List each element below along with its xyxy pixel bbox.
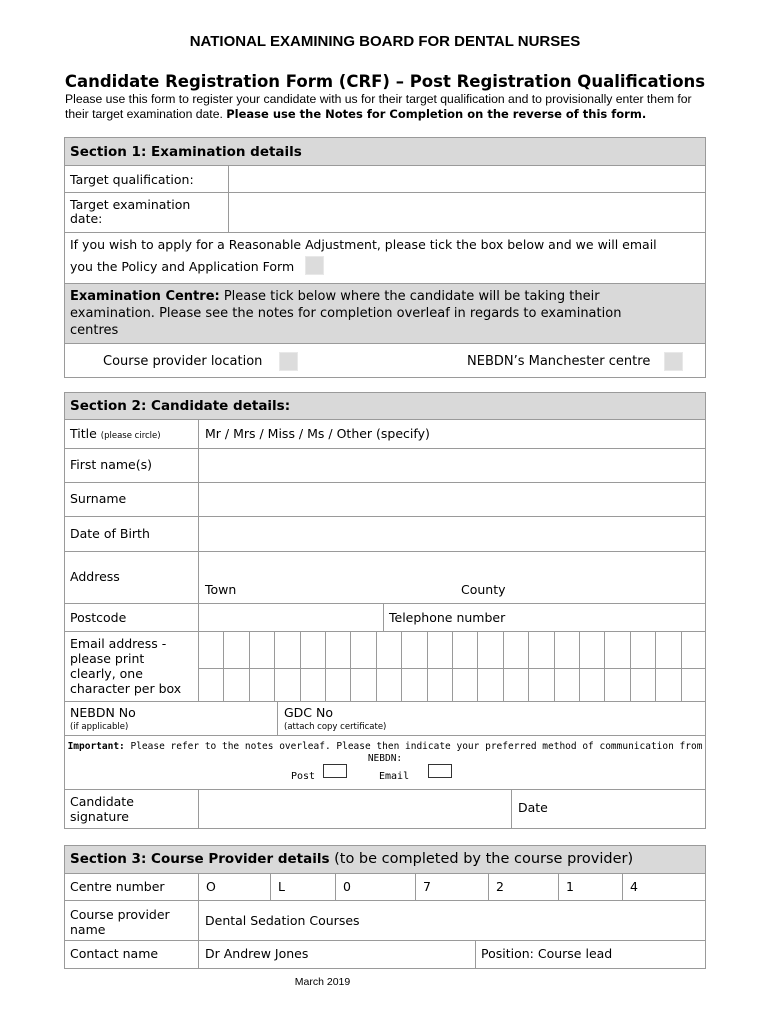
dob-label: Date of Birth [70, 526, 150, 541]
signature-label: Candidate signature [70, 794, 134, 824]
email-char-box[interactable] [554, 632, 579, 668]
surname-label: Surname [70, 491, 127, 506]
course-provider-checkbox[interactable] [279, 352, 298, 371]
email-char-box[interactable] [325, 632, 350, 668]
intro-bold: Please use the Notes for Completion on the reverse of this form. [226, 106, 647, 121]
email-char-box[interactable] [223, 632, 248, 668]
email-char-box[interactable] [249, 669, 274, 701]
email-char-box[interactable] [198, 669, 223, 701]
address-field[interactable] [199, 552, 705, 602]
contact-name-value[interactable]: Dr Andrew Jones [205, 946, 309, 961]
email-char-box[interactable] [503, 632, 528, 668]
title-options[interactable]: Mr / Mrs / Miss / Ms / Other (specify) [205, 426, 430, 441]
email-char-box[interactable] [681, 669, 706, 701]
email-char-box[interactable] [604, 669, 629, 701]
email-char-box[interactable] [376, 669, 401, 701]
email-char-box[interactable] [528, 669, 553, 701]
centre-number-char[interactable]: 1 [558, 873, 622, 900]
email-checkbox[interactable] [428, 764, 452, 778]
target-date-label-1: Target examination [70, 197, 191, 212]
email-char-box[interactable] [503, 669, 528, 701]
manchester-checkbox[interactable] [664, 352, 683, 371]
target-qualification-label: Target qualification: [70, 172, 194, 187]
section1-heading: Section 1: Examination details [70, 144, 302, 160]
nebdn-hint: (if applicable) [70, 722, 129, 732]
provider-name-value[interactable]: Dental Sedation Courses [205, 913, 360, 928]
email-char-box[interactable] [452, 669, 477, 701]
option-manchester-label: NEBDN’s Manchester centre [467, 354, 651, 369]
form-title: Candidate Registration Form (CRF) – Post Registration Qualifications [64, 72, 706, 91]
dob-field[interactable] [199, 517, 705, 551]
centre-number-label: Centre number [70, 879, 165, 894]
gdc-field[interactable] [430, 702, 705, 734]
centre-number-char[interactable]: L [270, 873, 335, 900]
date-field[interactable] [560, 790, 705, 828]
gdc-hint: (attach copy certificate) [284, 722, 387, 732]
county-label: County [461, 582, 506, 597]
centre-number-char[interactable]: 2 [488, 873, 558, 900]
title-hint: (please circle) [100, 431, 161, 441]
postcode-label: Postcode [70, 610, 127, 625]
postcode-field[interactable] [199, 604, 382, 630]
email-char-box[interactable] [300, 669, 325, 701]
important-note: Important: Please refer to the notes overleaf. Please then indicate your preferred method of communication from NEBDN: [67, 741, 703, 764]
email-char-box[interactable] [350, 632, 375, 668]
email-char-box[interactable] [274, 632, 299, 668]
org-title: NATIONAL EXAMINING BOARD FOR DENTAL NURSES [189, 33, 581, 50]
email-char-box[interactable] [223, 669, 248, 701]
telephone-label: Telephone number [389, 610, 506, 625]
email-char-box[interactable] [579, 632, 604, 668]
centre-number-char[interactable]: 0 [335, 873, 415, 900]
email-char-box[interactable] [630, 669, 655, 701]
email-char-box[interactable] [274, 669, 299, 701]
email-char-box[interactable] [477, 669, 502, 701]
footer-date: March 2019 [294, 976, 351, 988]
intro-text [65, 92, 715, 121]
email-char-box[interactable] [579, 669, 604, 701]
email-char-box[interactable] [655, 632, 680, 668]
first-name-field[interactable] [199, 449, 705, 482]
email-char-box[interactable] [300, 632, 325, 668]
email-char-box[interactable] [554, 669, 579, 701]
email-char-box[interactable] [198, 632, 223, 668]
email-char-box[interactable] [401, 669, 426, 701]
email-char-box[interactable] [325, 669, 350, 701]
surname-field[interactable] [199, 483, 705, 516]
title-label: Title (please circle) [70, 426, 161, 441]
email-char-box[interactable] [528, 632, 553, 668]
address-label: Address [70, 569, 120, 584]
email-label: Email address - please print clearly, one character per box [70, 636, 182, 696]
email-char-box[interactable] [681, 632, 706, 668]
email-char-box[interactable] [427, 669, 452, 701]
exam-centre-text: Examination Centre: Please tick below where the candidate will be taking their examination. Please see the notes for completion overleaf in regards to examination centres [70, 289, 622, 338]
section2-heading: Section 2: Candidate details: [70, 398, 291, 414]
email-char-box[interactable] [477, 632, 502, 668]
first-name-label: First name(s) [70, 457, 152, 472]
section3-heading: Section 3: Course Provider details (to be completed by the course provider) [70, 851, 634, 867]
position-value[interactable]: Position: Course lead [481, 946, 613, 961]
nebdn-field[interactable] [160, 702, 276, 734]
option-course-provider-label: Course provider location [103, 354, 263, 369]
email-char-box[interactable] [604, 632, 629, 668]
email-char-box[interactable] [350, 669, 375, 701]
email-char-box[interactable] [655, 669, 680, 701]
target-date-field[interactable] [229, 193, 705, 231]
centre-number-char[interactable]: O [206, 879, 216, 894]
intro-plain: Please use this form to register your candidate with us for their target qualification and to provisionally enter them for their target examination date. [65, 92, 692, 121]
gdc-label: GDC No [284, 705, 334, 720]
nebdn-label: NEBDN No [70, 705, 136, 720]
contact-name-label: Contact name [70, 946, 159, 961]
post-label: Post [291, 771, 316, 782]
email-char-box[interactable] [249, 632, 274, 668]
exam-centre-heading: Examination Centre: [70, 289, 220, 304]
email-char-box[interactable] [452, 632, 477, 668]
target-date-label-2: date: [70, 211, 103, 226]
reasonable-adjustment-text-1: If you wish to apply for a Reasonable Adjustment, please tick the box below and we will email [70, 237, 657, 252]
date-label: Date [518, 800, 548, 815]
email-char-box[interactable] [401, 632, 426, 668]
town-label: Town [205, 582, 237, 597]
email-char-box[interactable] [376, 632, 401, 668]
email-option-label: Email [379, 771, 410, 782]
signature-field[interactable] [199, 790, 510, 828]
reasonable-adjustment-checkbox[interactable] [305, 256, 324, 275]
centre-number-char[interactable]: 4 [622, 873, 706, 900]
email-char-box[interactable] [630, 632, 655, 668]
email-char-box[interactable] [427, 632, 452, 668]
post-checkbox[interactable] [323, 764, 347, 778]
centre-number-char[interactable]: 7 [415, 873, 488, 900]
reasonable-adjustment-text-2: you the Policy and Application Form [70, 259, 295, 274]
target-qualification-field[interactable] [229, 166, 705, 192]
provider-name-label: Course provider name [70, 907, 170, 937]
